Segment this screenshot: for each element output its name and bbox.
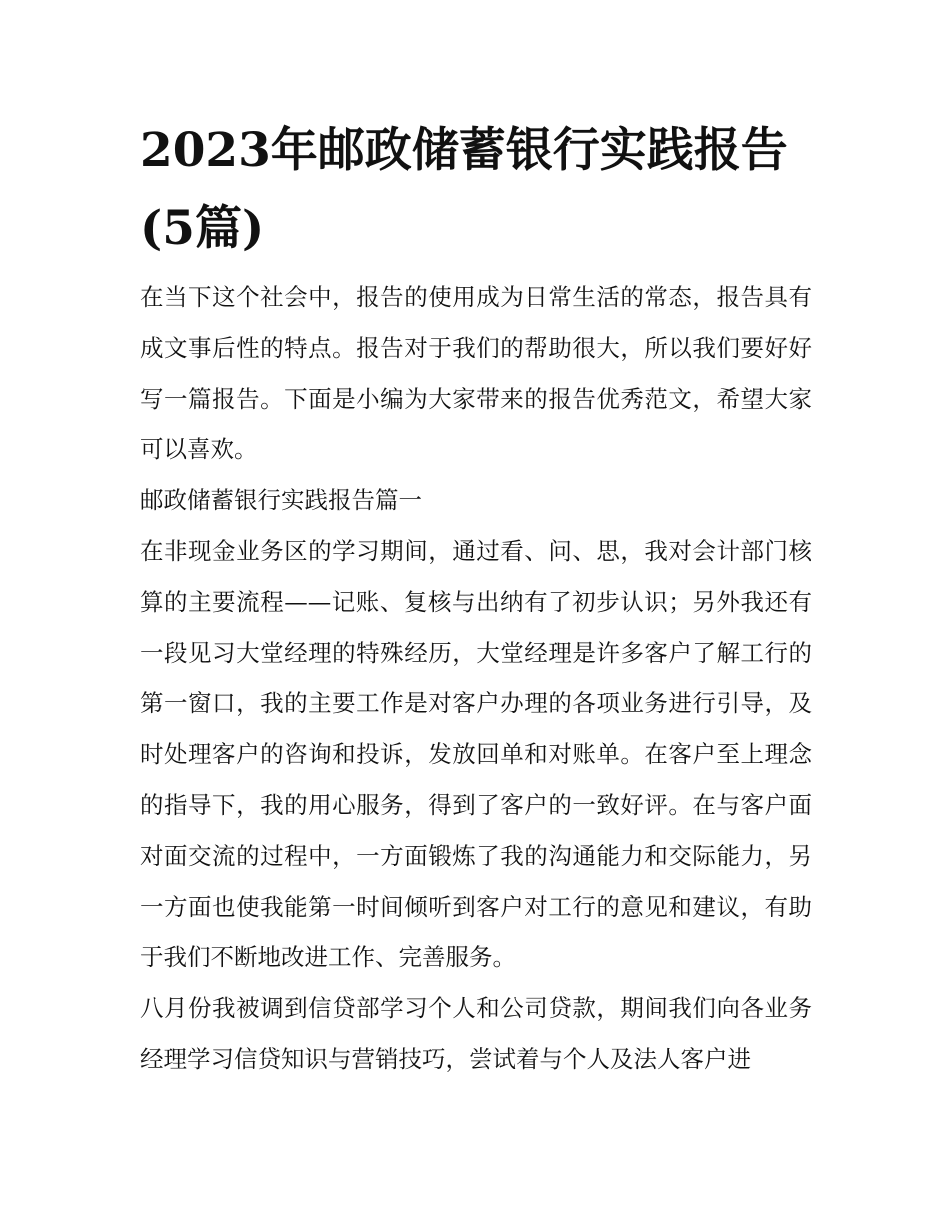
body-paragraph: 八月份我被调到信贷部学习个人和公司贷款，期间我们向各业务经理学习信贷知识与营销技巧，尝试着与个人及法人客户进	[140, 994, 812, 1073]
section-heading: 邮政储蓄银行实践报告篇一	[140, 486, 422, 515]
intro-paragraph: 在当下这个社会中，报告的使用成为日常生活的常态，报告具有成文事后性的特点。报告对于我们的帮助很大，所以我们要好好写一篇报告。下面是小编为大家带来的报告优秀范文，希望大家可以喜欢。	[140, 283, 812, 464]
body-paragraph: 在非现金业务区的学习期间，通过看、问、思，我对会计部门核算的主要流程——记账、复核与出纳有了初步认识；另外我还有一段见习大堂经理的特殊经历，大堂经理是许多客户了解工行的第一窗口，我的主要工作是对客户办理的各项业务进行引导，及时处理客户的咨询和投诉，发放回单和对账单。在客户至上理念的指导下，我的用心服务，得到了客户的一致好评。在与客户面对面交流的过程中，一方面锻炼了我的沟通能力和交际能力，另一方面也使我能第一时间倾听到客户对工行的意见和建议，有助于我们不断地改进工作、完善服务。	[140, 536, 812, 972]
document-page	[140, 112, 812, 1085]
document-title: 2023年邮政储蓄银行实践报告(5篇)	[140, 123, 788, 256]
